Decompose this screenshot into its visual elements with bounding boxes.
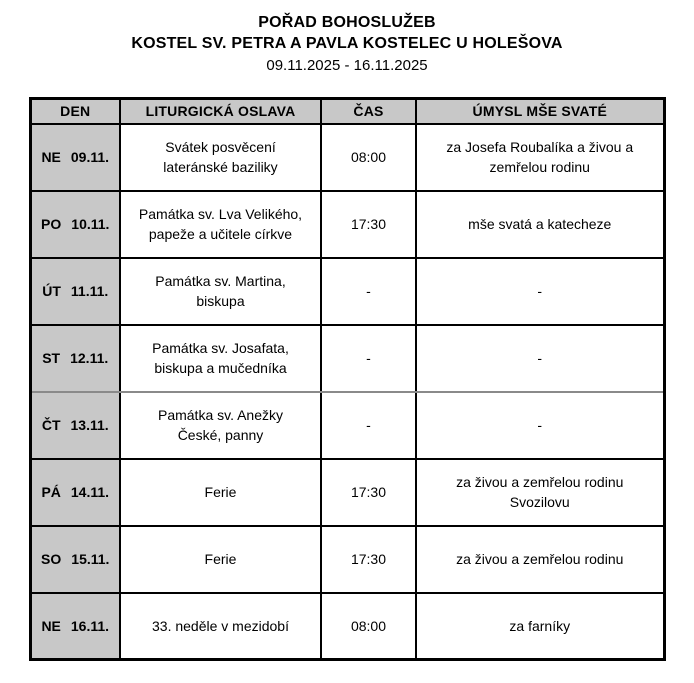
day-abbr: NE xyxy=(41,149,61,165)
day-abbr: PÁ xyxy=(41,484,61,500)
column-header-feast: LITURGICKÁ OSLAVA xyxy=(120,99,321,124)
day-cell xyxy=(30,191,120,258)
table-row xyxy=(30,191,664,258)
table-row xyxy=(30,124,664,191)
intention-cell: za živou a zemřelou rodinu xyxy=(416,526,664,593)
day-cell xyxy=(30,124,120,191)
column-header-time: ČAS xyxy=(321,99,416,124)
time-cell: 17:30 xyxy=(321,191,416,258)
day-date: 15.11. xyxy=(71,551,110,567)
time-cell: 08:00 xyxy=(321,593,416,660)
time-cell: - xyxy=(321,392,416,459)
day-date: 10.11. xyxy=(71,216,110,232)
time-cell: 17:30 xyxy=(321,526,416,593)
feast-cell: Památka sv. Josafata, biskupa a mučedníka xyxy=(120,325,321,392)
schedule-body xyxy=(30,124,664,660)
time-cell: 08:00 xyxy=(321,124,416,191)
time-cell: 17:30 xyxy=(321,459,416,526)
day-cell xyxy=(30,258,120,325)
document-header xyxy=(0,0,694,76)
feast-cell: Památka sv. Anežky České, panny xyxy=(120,392,321,459)
page-title: POŘAD BOHOSLUŽEB xyxy=(258,14,436,31)
day-cell xyxy=(30,459,120,526)
page-subtitle: KOSTEL SV. PETRA A PAVLA KOSTELEC U HOLEŠOVA xyxy=(131,35,563,52)
day-date: 16.11. xyxy=(70,617,110,634)
intention-cell: - xyxy=(416,325,664,392)
intention-cell: za živou a zemřelou rodinu Svozilovu xyxy=(416,459,664,526)
date-range: 09.11.2025 - 16.11.2025 xyxy=(266,57,428,74)
schedule-table xyxy=(29,97,666,661)
column-header-intention: ÚMYSL MŠE SVATÉ xyxy=(416,99,664,124)
day-abbr: ÚT xyxy=(42,283,61,299)
table-row xyxy=(30,526,664,593)
table-row xyxy=(30,258,664,325)
time-cell: - xyxy=(321,325,416,392)
feast-cell: 33. neděle v mezidobí xyxy=(120,593,321,660)
day-cell xyxy=(30,325,120,392)
day-cell xyxy=(30,526,120,593)
feast-cell: Ferie xyxy=(120,526,321,593)
table-row xyxy=(30,325,664,392)
intention-cell: mše svatá a katecheze xyxy=(416,191,664,258)
table-row xyxy=(30,392,664,459)
day-abbr: SO xyxy=(41,551,62,567)
feast-cell: Svátek posvěcení lateránské baziliky xyxy=(120,124,321,191)
day-date: 11.11. xyxy=(70,283,109,299)
day-date: 09.11. xyxy=(70,149,110,165)
intention-cell: - xyxy=(416,258,664,325)
time-cell: - xyxy=(321,258,416,325)
day-abbr: ST xyxy=(42,350,61,366)
day-abbr: ČT xyxy=(41,417,61,433)
intention-cell: za Josefa Roubalíka a živou a zemřelou rodinu xyxy=(416,124,664,191)
column-header-day: DEN xyxy=(30,99,120,124)
intention-cell: - xyxy=(416,392,664,459)
table-row xyxy=(30,459,664,526)
intention-cell: za farníky xyxy=(416,593,664,660)
day-abbr: NE xyxy=(41,617,61,634)
day-cell xyxy=(30,593,120,660)
feast-cell: Památka sv. Lva Velikého, papeže a učitele církve xyxy=(120,191,321,258)
day-date: 13.11. xyxy=(70,417,109,433)
table-row xyxy=(30,593,664,660)
day-cell xyxy=(30,392,120,459)
day-abbr: PO xyxy=(41,216,62,232)
day-date: 12.11. xyxy=(70,350,109,366)
header-row xyxy=(30,99,664,124)
feast-cell: Památka sv. Martina, biskupa xyxy=(120,258,321,325)
feast-cell: Ferie xyxy=(120,459,321,526)
day-date: 14.11. xyxy=(70,484,110,500)
